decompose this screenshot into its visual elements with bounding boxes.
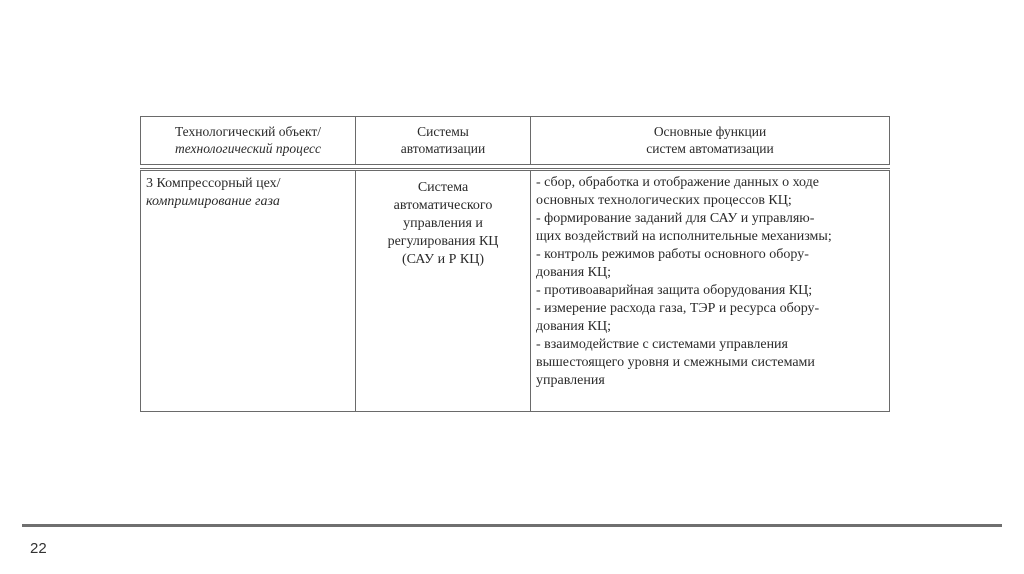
function-line: вышестоящего уровня и смежными системами <box>536 355 815 370</box>
header-cell-object <box>141 117 356 164</box>
system-line: управления и <box>403 216 483 231</box>
function-line: основных технологических процессов КЦ; <box>536 193 792 208</box>
system-line: (САУ и Р КЦ) <box>402 252 484 267</box>
header-cell-functions <box>531 117 889 164</box>
function-line: управления <box>536 373 605 388</box>
header-cell-systems <box>356 117 531 164</box>
function-line: - контроль режимов работы основного обору- <box>536 247 809 262</box>
header-separator <box>140 166 890 169</box>
function-line: - измерение расхода газа, ТЭР и ресурса обору- <box>536 301 820 316</box>
object-line1: 3 Компрессорный цех/ <box>146 176 281 191</box>
header-functions-line2: систем автоматизации <box>646 141 774 156</box>
automation-table <box>140 116 890 412</box>
header-object-line2: технологический процесс <box>174 141 322 156</box>
table-row <box>140 170 890 412</box>
function-line: - противоаварийная защита оборудования КЦ; <box>536 283 813 298</box>
function-line: дования КЦ; <box>536 265 612 280</box>
header-object-line1: Технологический объект/ <box>174 124 322 139</box>
function-line: щих воздействий на исполнительные механизмы; <box>536 229 832 244</box>
system-line: Система <box>417 180 469 195</box>
cell-functions <box>531 171 889 411</box>
header-systems-line1: Системы <box>417 124 469 139</box>
object-line2: компримирование газа <box>146 194 280 209</box>
table-header-row <box>140 116 890 165</box>
system-line: регулирования КЦ <box>387 234 499 249</box>
function-line: - сбор, обработка и отображение данных о ходе <box>536 175 819 190</box>
system-line: автоматического <box>393 198 493 213</box>
header-functions-line1: Основные функции <box>653 124 767 139</box>
cell-system <box>356 171 531 411</box>
function-line: - формирование заданий для САУ и управляю- <box>536 211 815 226</box>
footer-divider <box>22 524 1002 527</box>
function-line: - взаимодействие с системами управления <box>536 337 788 352</box>
page-number: 22 <box>30 540 47 557</box>
cell-object <box>141 171 356 411</box>
function-line: дования КЦ; <box>536 319 612 334</box>
header-systems-line2: автоматизации <box>400 141 486 156</box>
